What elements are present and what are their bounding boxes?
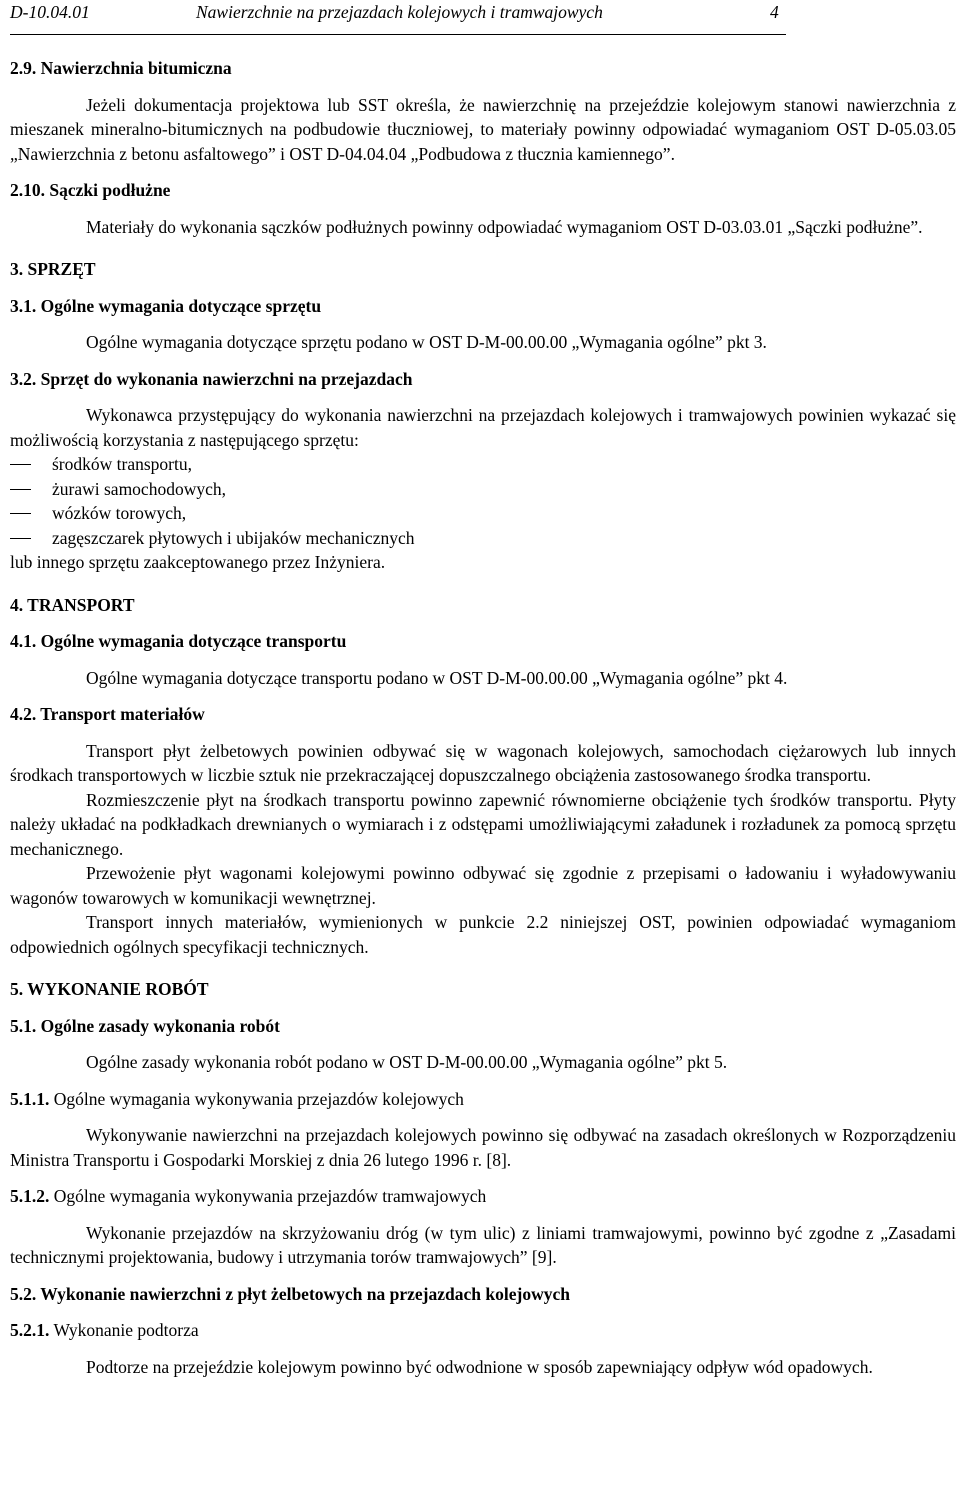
- section-3-heading: 3. SPRZĘT: [10, 259, 96, 279]
- section-5-1-2-number: 5.1.2.: [10, 1186, 50, 1206]
- section-5-heading: 5. WYKONANIE ROBÓT: [10, 979, 209, 999]
- equipment-list-item: środków transportu,: [10, 452, 956, 477]
- document-title: Nawierzchnie na przejazdach kolejowych i tramwajowych: [196, 2, 603, 22]
- section-4-2-paragraph: Transport płyt żelbetowych powinien odbywać się w wagonach kolejowych, samochodach ciężarowych lub innych środkach transportowych w liczbie sztuk nie przekraczającej dopuszczalnego obciążenia zastosowanego środka transportu.: [10, 740, 956, 785]
- section-2-9-heading: 2.9. Nawierzchnia bitumiczna: [10, 58, 232, 78]
- section-5-2-heading: 5.2. Wykonanie nawierzchni z płyt żelbetowych na przejazdach kolejowych: [10, 1283, 570, 1304]
- page-header: [10, 0, 786, 35]
- section-3-2-text: Wykonawca przystępujący do wykonania nawierzchni na przejazdach kolejowych i tramwajowych powinien wykazać się możliwością korzystania z następującego sprzętu:: [10, 405, 956, 450]
- section-5-1-1-title: Ogólne wymagania wykonywania przejazdów kolejowych: [53, 1088, 464, 1109]
- section-5-1-heading: 5.1. Ogólne zasady wykonania robót: [10, 1015, 280, 1036]
- section-5-2-1-heading: [10, 1318, 956, 1343]
- section-5-1-text: Ogólne zasady wykonania robót podano w OST D-M-00.00.00 „Wymagania ogólne” pkt 5.: [86, 1052, 728, 1072]
- equipment-list-item: żurawi samochodowych,: [10, 477, 956, 502]
- section-5-1-2-title: Ogólne wymagania wykonywania przejazdów tramwajowych: [53, 1186, 487, 1206]
- section-3-2-heading: 3.2. Sprzęt do wykonania nawierzchni na przejazdach: [10, 368, 413, 389]
- section-4-2-heading: 4.2. Transport materiałów: [10, 704, 205, 724]
- section-5-1-1-number: 5.1.1.: [10, 1088, 50, 1109]
- section-4-2-paragraph: Przewożenie płyt wagonami kolejowymi powinno odbywać się zgodnie z przepisami o ładowaniu i wyładowywaniu wagonów towarowych w komunikacji wewnętrznej.: [10, 863, 956, 908]
- section-3-1-text: Ogólne wymagania dotyczące sprzętu podano w OST D-M-00.00.00 „Wymagania ogólne” pkt 3.: [86, 332, 767, 352]
- section-5-1-2-heading: [10, 1184, 956, 1209]
- section-2-9-text: Jeżeli dokumentacja projektowa lub SST określa, że nawierzchnię na przejeździe kolejowym stanowi nawierzchnia z mieszanek mineralno-bitumicznych na podbudowie tłuczniowej, to materiały powinny odpowiadać wymaganiom OST D-05.03.05 „Nawierzchnia z betonu asfaltowego” i OST D-04.04.04 „Podbudowa z tłucznia kamiennego”.: [10, 94, 956, 164]
- section-3-1-heading: 3.1. Ogólne wymagania dotyczące sprzętu: [10, 295, 322, 316]
- section-4-1-text: Ogólne wymagania dotyczące transportu podano w OST D-M-00.00.00 „Wymagania ogólne” pkt 4.: [86, 667, 788, 688]
- section-3-2-closing: lub innego sprzętu zaakceptowanego przez Inżyniera.: [10, 552, 386, 572]
- section-5-2-1-number: 5.2.1.: [10, 1320, 50, 1340]
- section-2-10-heading: 2.10. Sączki podłużne: [10, 180, 171, 200]
- section-5-1-1-heading: [10, 1087, 956, 1112]
- equipment-list-item: wózków torowych,: [10, 501, 956, 526]
- equipment-list-item: zagęszczarek płytowych i ubijaków mechanicznych: [10, 526, 956, 551]
- section-4-2-paragraph: Transport innych materiałów, wymienionych w punkcie 2.2 niniejszej OST, powinien odpowiadać wymaganiom odpowiednich ogólnych specyfikacji technicznych.: [10, 912, 956, 957]
- section-4-heading: 4. TRANSPORT: [10, 594, 135, 615]
- section-5-2-1-text: Podtorze na przejeździe kolejowym powinno być odwodnione w sposób zapewniający odpływ wód opadowych.: [86, 1356, 873, 1377]
- section-4-2-paragraph: Rozmieszczenie płyt na środkach transportu powinno zapewnić równomierne obciążenie tych środków transportu. Płyty należy układać na podkładkach drewnianych o wymiarach i z odstępami umożliwiającymi załadunek i rozładunek za pomocą sprzętu mechanicznego.: [10, 789, 956, 859]
- document-body: [10, 56, 956, 1379]
- section-4-1-heading: 4.1. Ogólne wymagania dotyczące transportu: [10, 631, 347, 651]
- section-5-1-2-text: Wykonanie przejazdów na skrzyżowaniu dróg (w tym ulic) z liniami tramwajowymi, powinno być zgodne z „Zasadami technicznymi projektowania, budowy i utrzymania torów tramwajowych” [9].: [10, 1222, 956, 1267]
- page-number: 4: [770, 2, 779, 22]
- section-5-2-1-title: Wykonanie podtorza: [53, 1320, 199, 1340]
- section-2-10-text: Materiały do wykonania sączków podłużnych powinny odpowiadać wymaganiom OST D-03.03.01 „Sączki podłużne”.: [86, 216, 923, 237]
- section-5-1-1-text: Wykonywanie nawierzchni na przejazdach kolejowych powinno się odbywać na zasadach określonych w Rozporządzeniu Ministra Transportu i Gospodarki Morskiej z dnia 26 lutego 1996 r. [8].: [10, 1125, 956, 1170]
- document-code: D-10.04.01: [10, 2, 90, 22]
